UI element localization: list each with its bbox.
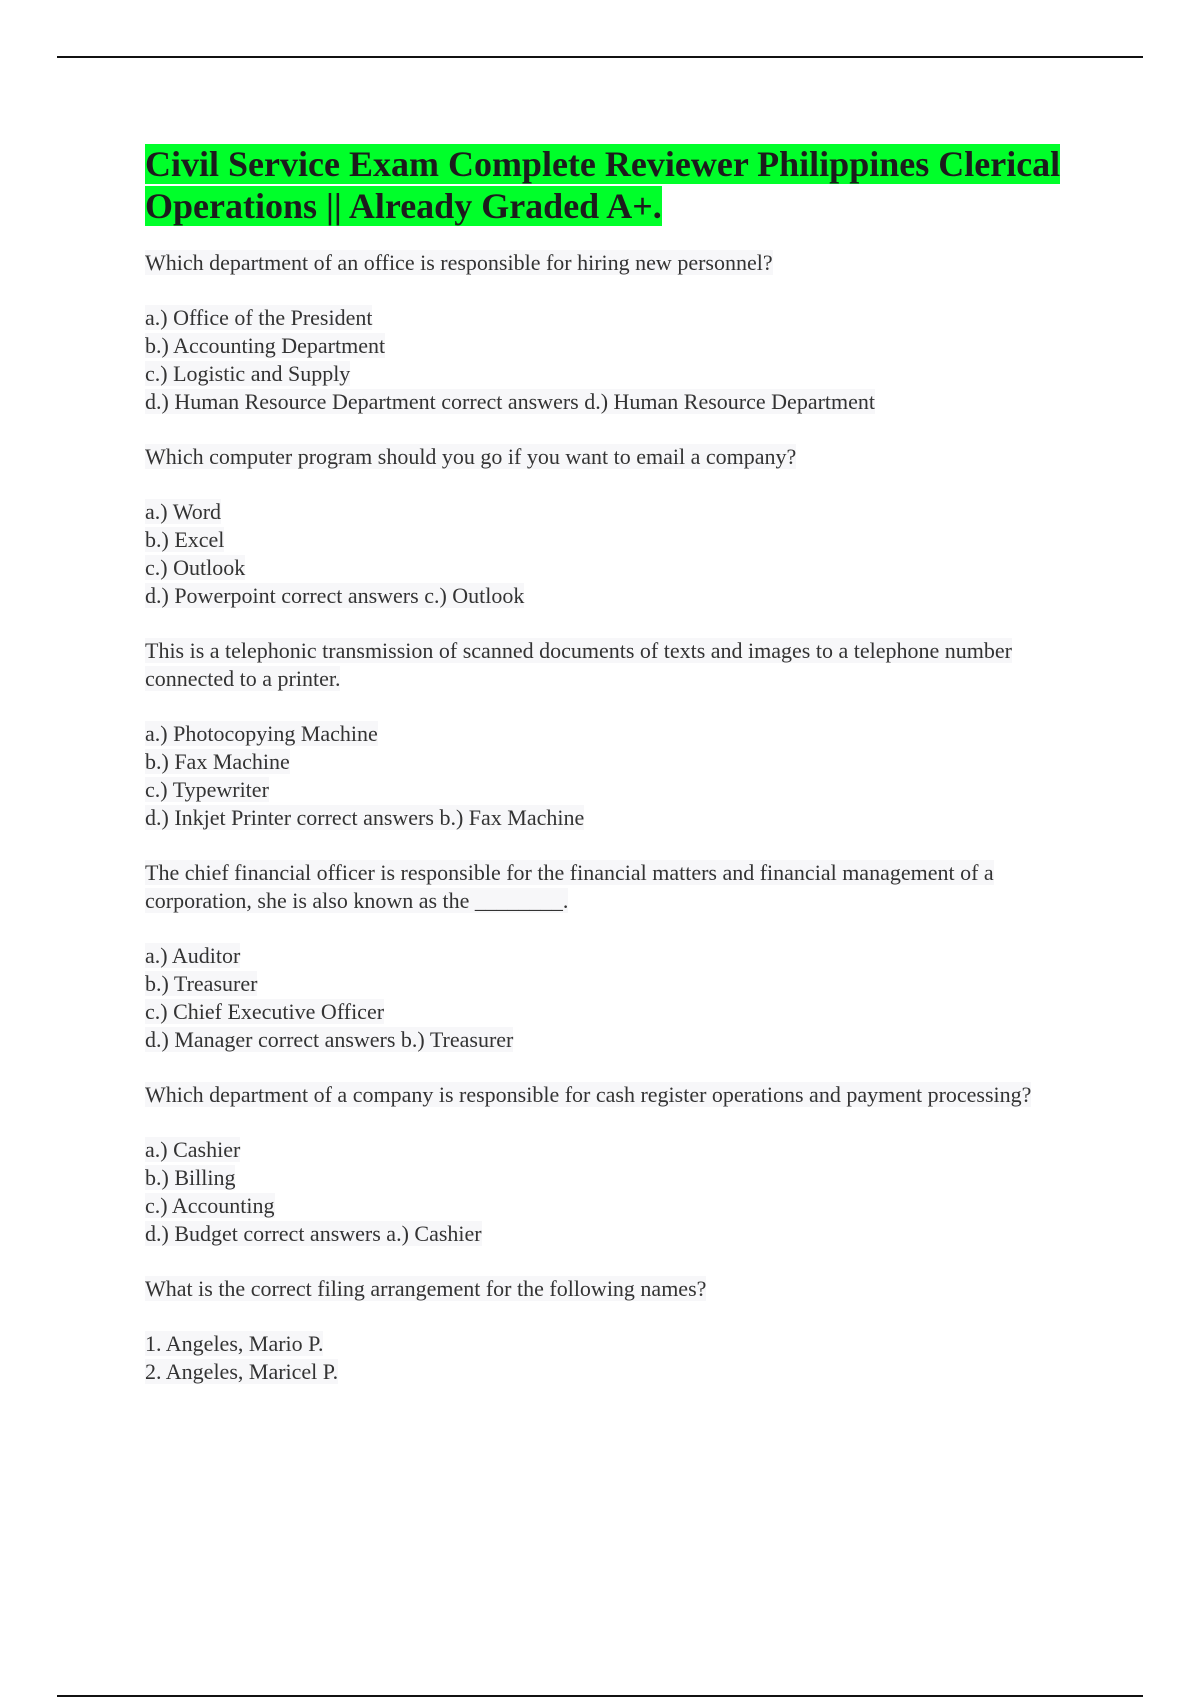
option: b.) Billing [145, 1165, 236, 1190]
option: b.) Accounting Department [145, 333, 386, 358]
option: c.) Outlook [145, 555, 246, 580]
option: c.) Accounting [145, 1193, 275, 1218]
option: d.) Manager correct answers b.) Treasurer [145, 1027, 514, 1052]
option: b.) Treasurer [145, 971, 258, 996]
options-4 [145, 942, 1085, 1054]
option: d.) Powerpoint correct answers c.) Outlook [145, 583, 525, 608]
option: d.) Human Resource Department correct answers d.) Human Resource Department [145, 389, 876, 414]
option: b.) Excel [145, 527, 225, 552]
option: d.) Inkjet Printer correct answers b.) Fax Machine [145, 805, 585, 830]
question-4: The chief financial officer is responsible for the financial matters and financial management of a corporation, she is also known as the ________. [145, 860, 994, 913]
top-rule [57, 56, 1143, 58]
option: a.) Word [145, 499, 222, 524]
option: a.) Auditor [145, 943, 241, 968]
question-6: What is the correct filing arrangement for the following names? [145, 1276, 707, 1301]
option: 1. Angeles, Mario P. [145, 1331, 324, 1356]
option: 2. Angeles, Maricel P. [145, 1359, 339, 1384]
options-2 [145, 498, 1085, 610]
option: b.) Fax Machine [145, 749, 290, 774]
document-body [145, 143, 1085, 1413]
option: c.) Typewriter [145, 777, 269, 802]
option: c.) Logistic and Supply [145, 361, 351, 386]
title-highlight: Civil Service Exam Complete Reviewer Philippines Clerical Operations || Already Graded A+. [145, 144, 1061, 226]
option: d.) Budget correct answers a.) Cashier [145, 1221, 482, 1246]
options-3 [145, 720, 1085, 832]
options-6 [145, 1330, 1085, 1386]
question-2: Which computer program should you go if you want to email a company? [145, 444, 797, 469]
document-title [145, 143, 1085, 227]
option: a.) Cashier [145, 1137, 241, 1162]
question-1: Which department of an office is responsible for hiring new personnel? [145, 250, 773, 275]
option: c.) Chief Executive Officer [145, 999, 385, 1024]
option: a.) Office of the President [145, 305, 373, 330]
question-5: Which department of a company is responsible for cash register operations and payment processing? [145, 1082, 1032, 1107]
options-1 [145, 304, 1085, 416]
question-3: This is a telephonic transmission of scanned documents of texts and images to a telephone number connected to a printer. [145, 638, 1012, 691]
bottom-rule [57, 1695, 1143, 1697]
option: a.) Photocopying Machine [145, 721, 378, 746]
options-5 [145, 1136, 1085, 1248]
